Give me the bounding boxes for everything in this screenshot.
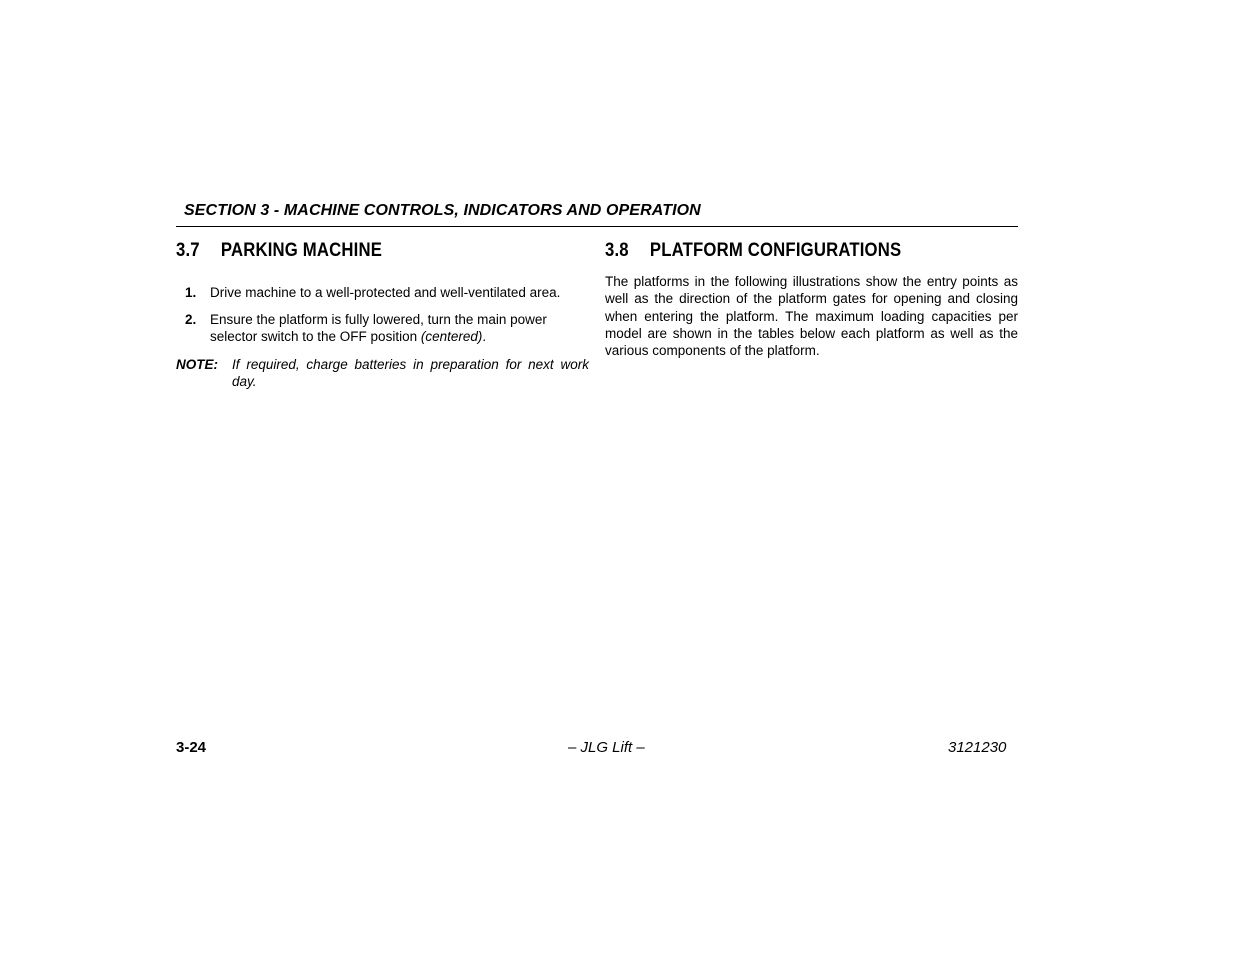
list-item-text-end: . [482,329,487,344]
list-item-text-italic: (centered) [420,329,483,344]
list-item-number: 2. [185,312,197,327]
heading-parking-machine [176,240,382,262]
note-label: NOTE: [176,357,218,372]
footer-document-number: 3121230 [948,739,1007,756]
heading-text: PARKING MACHINE [220,240,383,261]
header-divider [176,226,1018,227]
footer-page-number: 3-24 [176,739,207,756]
heading-text: PLATFORM CONFIGURATIONS [649,240,902,261]
heading-number: 3.7 [176,240,200,261]
heading-platform-configurations [605,240,901,262]
list-item-text [210,311,589,345]
footer-publisher: – JLG Lift – [568,739,645,756]
list-item-number: 1. [185,285,197,300]
note-text: If required, charge batteries in preparation for next work day. [232,357,589,389]
list-item-text-main: Ensure the platform is fully lowered, turn the main power selector switch to the OFF position [210,312,547,344]
section-header-title: SECTION 3 - MACHINE CONTROLS, INDICATORS AND OPERATION [184,202,701,219]
heading-number: 3.8 [605,240,629,261]
platform-configurations-paragraph: The platforms in the following illustrations show the entry points as well as the direction of the platform gates for opening and closing when entering the platform. The maximum loading capacities per model are shown in the tables below each platform as well as the various components of the platform. [605,274,1018,359]
list-item-text: Drive machine to a well-protected and well-ventilated area. [210,285,561,300]
